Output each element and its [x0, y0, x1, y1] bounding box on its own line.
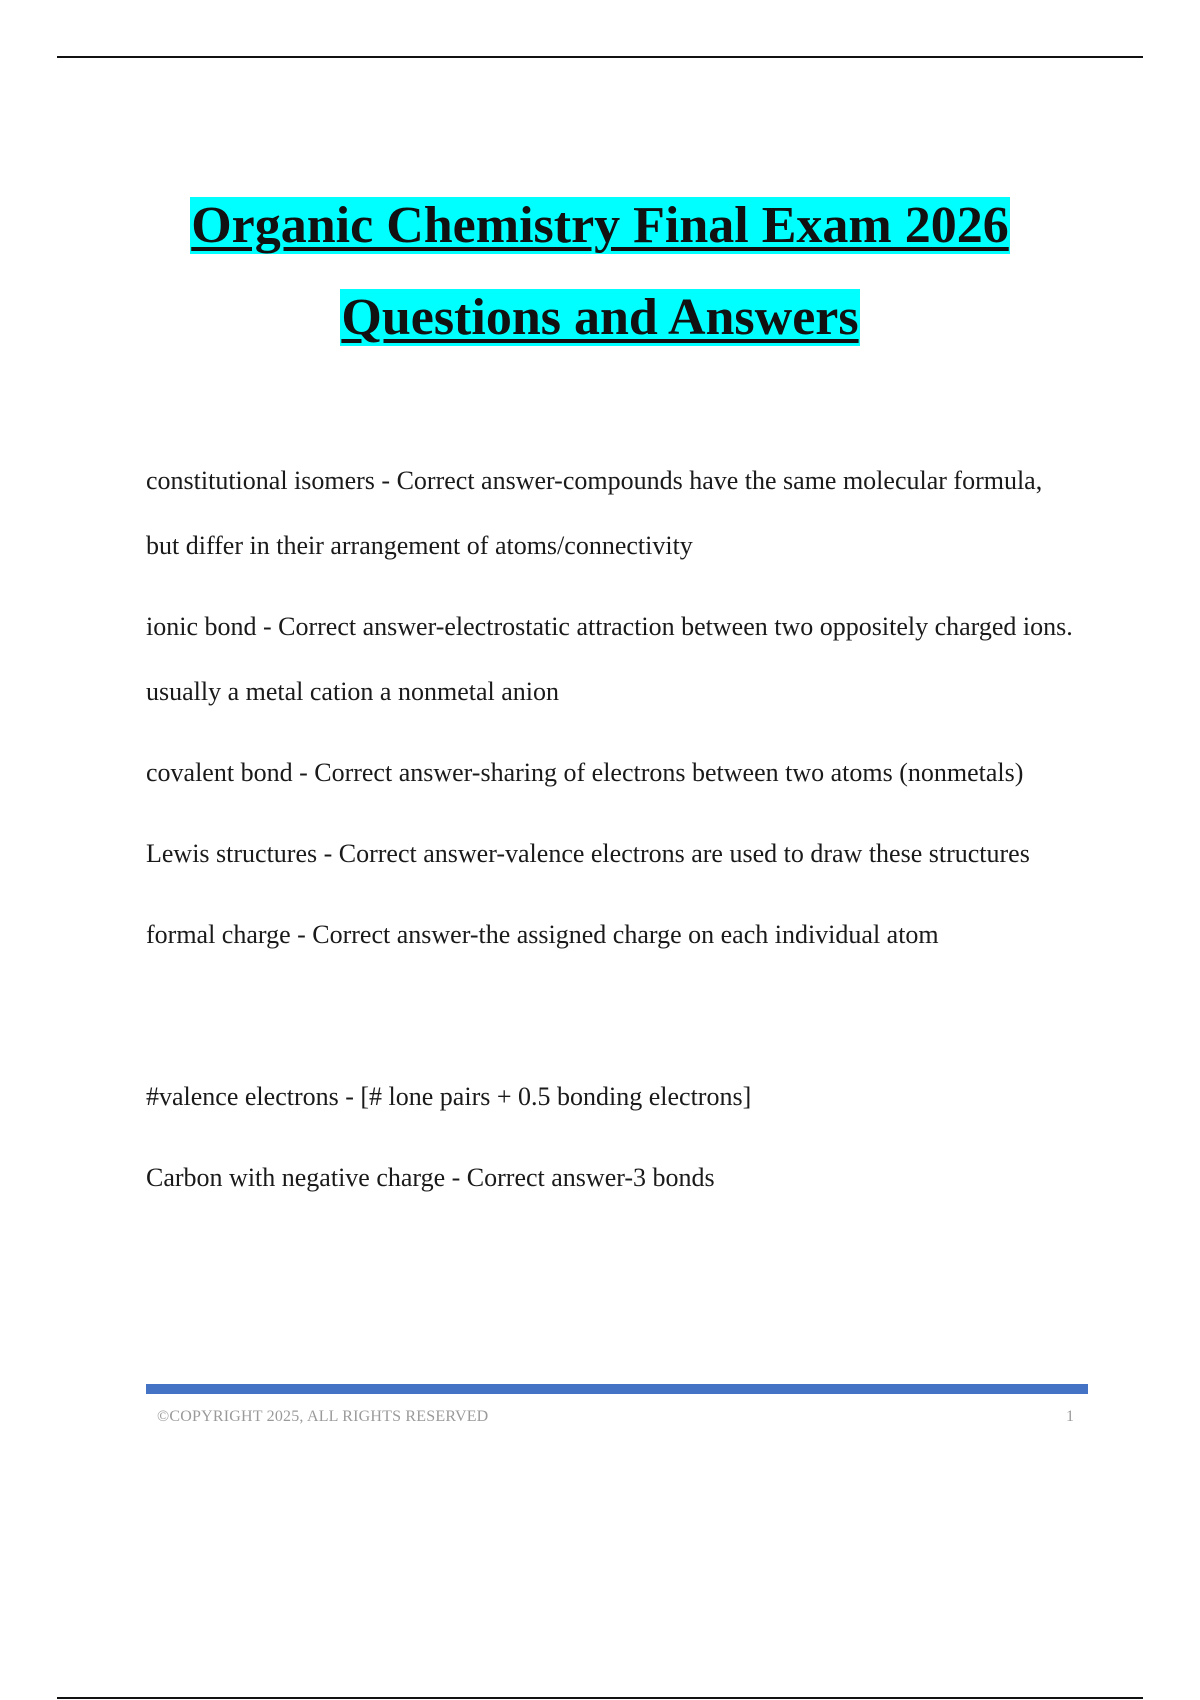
top-rule	[57, 56, 1143, 58]
qa-entry-constitutional-isomers: constitutional isomers - Correct answer-compounds have the same molecular formula, but differ in their arrangement of atoms/connectivity	[146, 466, 1043, 560]
qa-entry-ionic-bond: ionic bond - Correct answer-electrostatic attraction between two oppositely charged ions. usually a metal cation a nonmetal anion	[146, 612, 1073, 706]
page-number: 1	[1066, 1408, 1074, 1425]
bottom-rule	[57, 1697, 1143, 1699]
qa-entry-lewis-structures: Lewis structures - Correct answer-valence electrons are used to draw these structures	[146, 839, 1030, 868]
qa-entry-carbon-negative-charge: Carbon with negative charge - Correct answer-3 bonds	[146, 1163, 715, 1192]
footer-bar	[146, 1384, 1088, 1394]
document-title	[0, 180, 1200, 364]
footer-copyright: ©COPYRIGHT 2025, ALL RIGHTS RESERVED	[157, 1408, 489, 1425]
qa-list	[146, 448, 1076, 1226]
title-line-1	[0, 180, 1200, 272]
title-text-1: Organic Chemistry Final Exam 2026	[191, 197, 1009, 254]
title-line-2	[0, 272, 1200, 364]
qa-entry-formal-charge: formal charge - Correct answer-the assigned charge on each individual atom	[146, 920, 939, 949]
qa-entry-valence-electrons: #valence electrons - [# lone pairs + 0.5 bonding electrons]	[146, 1082, 752, 1111]
title-text-2: Questions and Answers	[341, 289, 859, 346]
qa-entry-covalent-bond: covalent bond - Correct answer-sharing of electrons between two atoms (nonmetals)	[146, 758, 1024, 787]
